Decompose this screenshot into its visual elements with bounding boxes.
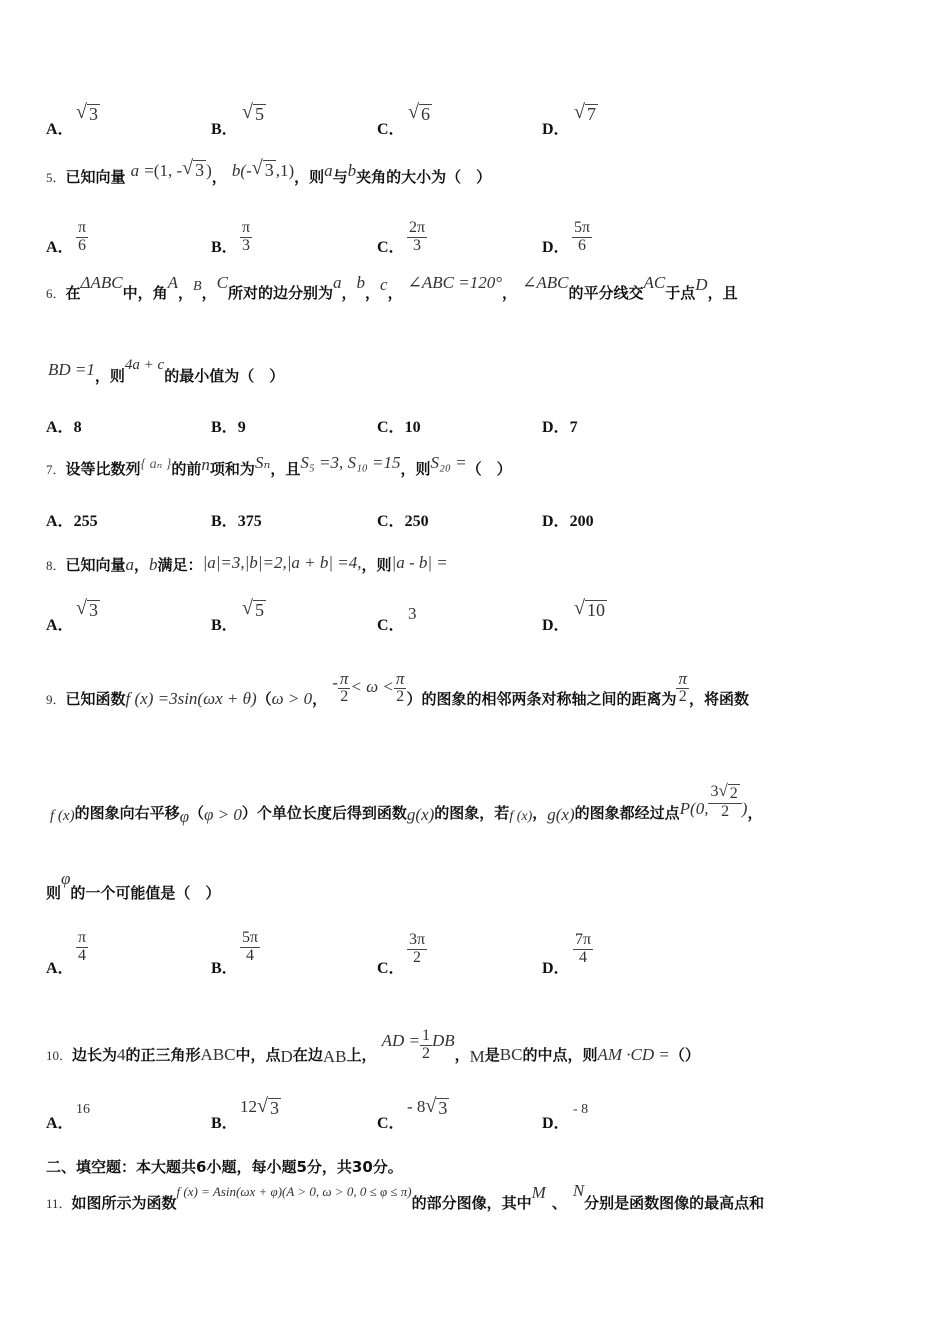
- option-a-label: A．: [46, 239, 74, 256]
- option-b-value: $\frac{5\pi}{4}$: [242, 929, 259, 964]
- option-a: A．255: [46, 513, 98, 530]
- option-d-value: $\frac{7\pi}{4}$: [575, 931, 592, 966]
- option-c-value: √ 6: [408, 101, 430, 124]
- option-a-value: √ 3: [76, 597, 98, 620]
- option-d-value: √ 7: [574, 101, 596, 124]
- option-c-label: C．: [377, 239, 405, 256]
- option-b-value: √ 5: [242, 101, 264, 124]
- option-c-label: C．: [377, 121, 405, 138]
- option-a-value: 16: [76, 1102, 90, 1117]
- question-number: 10．: [46, 1047, 73, 1063]
- option-a-label: A．: [46, 617, 74, 634]
- option-d-label: D．: [542, 239, 570, 256]
- option-a: A．8: [46, 419, 82, 436]
- option-c: C．250: [377, 513, 429, 530]
- option-a-label: A．: [46, 121, 74, 138]
- option-b-label: B．: [211, 121, 238, 138]
- option-a-label: A．: [46, 1115, 74, 1132]
- option-d: D．200: [542, 513, 594, 530]
- option-b-value: $\frac{\pi}{3}$: [242, 219, 251, 254]
- option-a-value: $\frac{\pi}{4}$: [78, 929, 87, 964]
- question-number: 8．: [46, 558, 66, 573]
- question-number: 5．: [46, 170, 66, 185]
- option-b-label: B．: [211, 1115, 238, 1132]
- question-number: 6．: [46, 286, 66, 301]
- option-c: C．10: [377, 419, 421, 436]
- option-c-value: - 8 √ 3: [407, 1095, 448, 1118]
- option-c-label: C．: [377, 960, 405, 977]
- option-c-value: 3: [408, 604, 417, 623]
- option-c-label: C．: [377, 1115, 405, 1132]
- option-d-value: $\frac{5\pi}{6}$: [574, 219, 591, 254]
- option-b-label: B．: [211, 960, 238, 977]
- option-d-label: D．: [542, 960, 570, 977]
- option-b: B．375: [211, 513, 262, 530]
- option-b-value: √ 5: [242, 597, 264, 620]
- question-number: 9．: [46, 692, 66, 708]
- option-d: D．7: [542, 419, 578, 436]
- option-d-value: - 8: [573, 1102, 589, 1117]
- question-number: 7．: [46, 462, 66, 477]
- option-c-value: $\frac{2\pi}{3}$: [409, 219, 426, 254]
- option-a-value: √ 3: [76, 101, 98, 124]
- option-b-value: 12 √ 3: [240, 1095, 279, 1118]
- option-a-value: $\frac{\pi}{6}$: [78, 219, 87, 254]
- option-a-label: A．: [46, 960, 74, 977]
- option-c-label: C．: [377, 617, 405, 634]
- question-11: $_{11.}$如图所示为函数f (x) = Asin(ωx + φ)(A > 0, ω > 0, 0 ≤ φ ≤ π)的部分图像，其中M、N分别是函数图像的最高点和: [46, 1181, 765, 1212]
- option-d-value: √ 10: [574, 597, 605, 620]
- option-b-label: B．: [211, 617, 238, 634]
- option-d-label: D．: [542, 617, 570, 634]
- section-heading: 二、填空题：本大题共6小题，每小题5分，共30分。: [46, 1158, 403, 1176]
- question-number: 11．: [46, 1196, 72, 1211]
- option-c-value: $\frac{3\pi}{2}$: [409, 931, 426, 966]
- option-b: B．9: [211, 419, 246, 436]
- option-b-label: B．: [211, 239, 238, 256]
- option-d-label: D．: [542, 121, 570, 138]
- option-d-label: D．: [542, 1115, 570, 1132]
